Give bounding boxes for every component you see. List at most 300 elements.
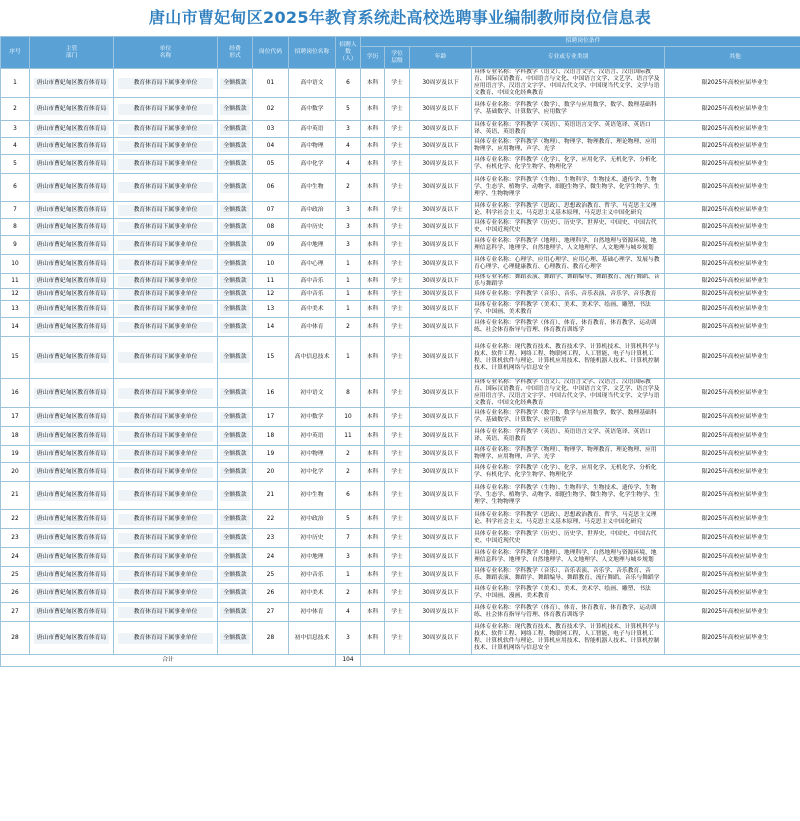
table-row	[1, 548, 800, 567]
row-fund-text: 全额拨款	[220, 552, 250, 563]
row-code: 26	[253, 584, 289, 603]
row-other: 限2025年高校应届毕业生	[665, 446, 800, 463]
row-unit	[114, 318, 218, 337]
row-fund	[218, 408, 253, 427]
row-seq: 25	[1, 567, 30, 584]
row-post: 高中英语	[289, 121, 336, 138]
row-edu: 本科	[361, 482, 385, 510]
row-major: 具体专业名称：学科教学（历史）、历史学、世界史、中国史、中国古代史、中国近现代史	[472, 529, 665, 548]
row-dept-text: 唐山市曹妃甸区教育体育局	[34, 514, 109, 525]
row-count: 2	[336, 463, 361, 482]
row-other: 限2025年高校应届毕业生	[665, 408, 800, 427]
row-fund	[218, 482, 253, 510]
row-count: 3	[336, 622, 361, 655]
row-age: 30周岁及以下	[410, 379, 472, 408]
row-edu: 本科	[361, 138, 385, 155]
row-unit-text: 教育体育局下属事业单位	[118, 490, 213, 501]
row-age: 30周岁及以下	[410, 584, 472, 603]
row-dept-text: 唐山市曹妃甸区教育体育局	[34, 570, 109, 581]
row-dept-text: 唐山市曹妃甸区教育体育局	[34, 222, 109, 233]
row-other: 限2025年高校应届毕业生	[665, 548, 800, 567]
row-seq: 17	[1, 408, 30, 427]
row-age: 30周岁及以下	[410, 138, 472, 155]
table-row	[1, 584, 800, 603]
row-count: 5	[336, 510, 361, 529]
row-major: 具体专业名称：学科教学（语文）、汉语言文学、汉语言、汉语国际教育、国际汉语教育、中国语言与文化、中国语言文学、文艺学、语言学及应用语言学、汉语言文字学、中国古代文学、中国现当代文学、文学与语文教育、中国文化经典教育	[472, 69, 665, 98]
row-fund	[218, 219, 253, 236]
row-count: 5	[336, 98, 361, 121]
row-count: 1	[336, 301, 361, 318]
row-degree: 学士	[385, 138, 410, 155]
row-major: 具体专业名称：学科教学（美术）、美术、美术学、绘画、雕塑、书法学、中国画、美术教育	[472, 301, 665, 318]
row-unit-text: 教育体育局下属事业单位	[118, 467, 213, 478]
row-age: 30周岁及以下	[410, 603, 472, 622]
row-fund	[218, 155, 253, 174]
row-fund-text: 全额拨款	[220, 490, 250, 501]
row-post: 高中地理	[289, 236, 336, 255]
row-age: 30周岁及以下	[410, 301, 472, 318]
row-edu: 本科	[361, 289, 385, 301]
row-unit	[114, 289, 218, 301]
row-edu: 本科	[361, 121, 385, 138]
row-degree: 学士	[385, 69, 410, 98]
row-count: 3	[336, 548, 361, 567]
row-dept	[30, 603, 114, 622]
row-dept	[30, 289, 114, 301]
row-unit	[114, 274, 218, 289]
row-fund-text: 全额拨款	[220, 412, 250, 423]
row-count: 8	[336, 379, 361, 408]
row-dept-text: 唐山市曹妃甸区教育体育局	[34, 490, 109, 501]
row-degree: 学士	[385, 337, 410, 379]
table-row	[1, 510, 800, 529]
row-major: 具体专业名称：学科教学（历史）、历史学、世界史、中国史、中国古代史、中国近现代史	[472, 219, 665, 236]
row-count: 6	[336, 69, 361, 98]
row-edu: 本科	[361, 446, 385, 463]
row-unit-text: 教育体育局下属事业单位	[118, 276, 213, 287]
row-other: 限2025年高校应届毕业生	[665, 236, 800, 255]
row-other: 限2025年高校应届毕业生	[665, 379, 800, 408]
row-fund	[218, 202, 253, 219]
row-dept-text: 唐山市曹妃甸区教育体育局	[34, 607, 109, 618]
row-edu: 本科	[361, 219, 385, 236]
row-fund	[218, 622, 253, 655]
table-row	[1, 463, 800, 482]
row-age: 30周岁及以下	[410, 446, 472, 463]
row-dept	[30, 427, 114, 446]
row-unit	[114, 567, 218, 584]
row-fund	[218, 567, 253, 584]
table-row	[1, 446, 800, 463]
row-code: 20	[253, 463, 289, 482]
row-other: 限2025年高校应届毕业生	[665, 174, 800, 202]
row-unit-text: 教育体育局下属事业单位	[118, 533, 213, 544]
row-degree: 学士	[385, 622, 410, 655]
row-fund	[218, 603, 253, 622]
row-fund-text: 全额拨款	[220, 276, 250, 287]
row-seq: 8	[1, 219, 30, 236]
row-code: 25	[253, 567, 289, 584]
row-code: 06	[253, 174, 289, 202]
row-age: 30周岁及以下	[410, 510, 472, 529]
row-dept-text: 唐山市曹妃甸区教育体育局	[34, 141, 109, 152]
row-dept-text: 唐山市曹妃甸区教育体育局	[34, 289, 109, 300]
row-other: 限2025年高校应届毕业生	[665, 138, 800, 155]
row-unit	[114, 174, 218, 202]
row-unit-text: 教育体育局下属事业单位	[118, 449, 213, 460]
row-major: 具体专业名称：学科教学（物理）、物理学、物理教育、理论物理、应用物理学、应用物理、声学、光学	[472, 446, 665, 463]
row-seq: 23	[1, 529, 30, 548]
row-dept	[30, 482, 114, 510]
row-other: 限2025年高校应届毕业生	[665, 274, 800, 289]
table-row	[1, 98, 800, 121]
header-other: 其他	[665, 47, 800, 69]
row-fund	[218, 255, 253, 274]
row-dept	[30, 318, 114, 337]
row-count: 11	[336, 427, 361, 446]
row-age: 30周岁及以下	[410, 463, 472, 482]
row-seq: 11	[1, 274, 30, 289]
row-count: 3	[336, 121, 361, 138]
row-post: 高中音乐	[289, 289, 336, 301]
row-dept-text: 唐山市曹妃甸区教育体育局	[34, 431, 109, 442]
row-fund-text: 全额拨款	[220, 304, 250, 315]
table-row	[1, 69, 800, 98]
row-code: 08	[253, 219, 289, 236]
row-major: 具体专业名称：学科教学（语文）、汉语言文学、汉语言、汉语国际教育、国际汉语教育、中国语言与文化、中国语言文学、文艺学、语言学及应用语言学、汉语言文字学、中国古代文学、中国现当代文学、文学与语文教育、中国文化经典教育	[472, 379, 665, 408]
row-other: 限2025年高校应届毕业生	[665, 463, 800, 482]
row-fund-text: 全额拨款	[220, 182, 250, 193]
row-dept-text: 唐山市曹妃甸区教育体育局	[34, 467, 109, 478]
row-fund	[218, 379, 253, 408]
row-post: 初中化学	[289, 463, 336, 482]
row-dept	[30, 379, 114, 408]
row-unit-text: 教育体育局下属事业单位	[118, 304, 213, 315]
row-post: 初中物理	[289, 446, 336, 463]
row-unit-text: 教育体育局下属事业单位	[118, 259, 213, 270]
row-edu: 本科	[361, 529, 385, 548]
row-degree: 学士	[385, 121, 410, 138]
row-unit	[114, 529, 218, 548]
row-fund	[218, 529, 253, 548]
row-seq: 18	[1, 427, 30, 446]
row-major: 具体专业名称：舞蹈表演、舞蹈学、舞蹈编导、舞蹈教育、流行舞蹈、音乐与舞蹈学	[472, 274, 665, 289]
table-row	[1, 427, 800, 446]
total-label: 合计	[1, 655, 336, 667]
header-dept: 主管 部门	[30, 37, 114, 69]
row-degree: 学士	[385, 510, 410, 529]
row-age: 30周岁及以下	[410, 548, 472, 567]
row-other: 限2025年高校应届毕业生	[665, 482, 800, 510]
row-code: 02	[253, 98, 289, 121]
table-row	[1, 138, 800, 155]
row-other: 限2025年高校应届毕业生	[665, 622, 800, 655]
row-edu: 本科	[361, 337, 385, 379]
row-dept	[30, 337, 114, 379]
row-degree: 学士	[385, 174, 410, 202]
row-code: 19	[253, 446, 289, 463]
row-major: 具体专业名称：学科教学（化学）、化学、应用化学、无机化学、分析化学、有机化学、化学生物学、物理化学	[472, 155, 665, 174]
row-fund	[218, 138, 253, 155]
row-other: 限2025年高校应届毕业生	[665, 155, 800, 174]
row-dept	[30, 202, 114, 219]
row-age: 30周岁及以下	[410, 121, 472, 138]
row-seq: 9	[1, 236, 30, 255]
row-unit	[114, 584, 218, 603]
row-degree: 学士	[385, 529, 410, 548]
row-fund-text: 全额拨款	[220, 259, 250, 270]
row-seq: 10	[1, 255, 30, 274]
row-degree: 学士	[385, 301, 410, 318]
row-code: 12	[253, 289, 289, 301]
row-fund	[218, 98, 253, 121]
row-code: 24	[253, 548, 289, 567]
row-major: 具体专业名称：学科教学（化学）、化学、应用化学、无机化学、分析化学、有机化学、化学生物学、物理化学	[472, 463, 665, 482]
row-unit-text: 教育体育局下属事业单位	[118, 78, 213, 89]
row-code: 13	[253, 301, 289, 318]
row-dept	[30, 301, 114, 318]
header-age: 年龄	[410, 47, 472, 69]
row-code: 15	[253, 337, 289, 379]
row-dept-text: 唐山市曹妃甸区教育体育局	[34, 78, 109, 89]
row-unit	[114, 301, 218, 318]
table-row	[1, 337, 800, 379]
row-count: 4	[336, 138, 361, 155]
row-dept	[30, 155, 114, 174]
row-code: 27	[253, 603, 289, 622]
row-dept-text: 唐山市曹妃甸区教育体育局	[34, 205, 109, 216]
row-fund-text: 全额拨款	[220, 240, 250, 251]
row-post: 初中语文	[289, 379, 336, 408]
row-other: 限2025年高校应届毕业生	[665, 318, 800, 337]
row-unit-text: 教育体育局下属事业单位	[118, 182, 213, 193]
row-edu: 本科	[361, 318, 385, 337]
row-edu: 本科	[361, 301, 385, 318]
row-other: 限2025年高校应届毕业生	[665, 121, 800, 138]
row-other: 限2025年高校应届毕业生	[665, 255, 800, 274]
row-other: 限2025年高校应届毕业生	[665, 567, 800, 584]
row-age: 30周岁及以下	[410, 174, 472, 202]
row-unit-text: 教育体育局下属事业单位	[118, 588, 213, 599]
row-fund-text: 全额拨款	[220, 141, 250, 152]
row-fund-text: 全额拨款	[220, 570, 250, 581]
row-code: 21	[253, 482, 289, 510]
row-fund	[218, 301, 253, 318]
row-post: 高中生物	[289, 174, 336, 202]
row-degree: 学士	[385, 274, 410, 289]
row-degree: 学士	[385, 567, 410, 584]
row-post: 高中语文	[289, 69, 336, 98]
row-dept-text: 唐山市曹妃甸区教育体育局	[34, 552, 109, 563]
table-row	[1, 155, 800, 174]
row-seq: 13	[1, 301, 30, 318]
row-major: 具体专业名称：心理学、应用心理学、应用心理、基础心理学、发展与教育心理学、心理健康教育、心理教育、教育心理学	[472, 255, 665, 274]
row-post: 高中物理	[289, 138, 336, 155]
table-row	[1, 567, 800, 584]
row-fund-text: 全额拨款	[220, 289, 250, 300]
row-fund-text: 全额拨款	[220, 124, 250, 135]
row-dept	[30, 408, 114, 427]
row-dept	[30, 236, 114, 255]
row-major: 具体专业名称：学科教学（英语）、英语语言文学、英语笔译、英语口译、英语、英语教育	[472, 427, 665, 446]
row-code: 18	[253, 427, 289, 446]
row-unit	[114, 69, 218, 98]
row-dept-text: 唐山市曹妃甸区教育体育局	[34, 322, 109, 333]
row-dept	[30, 622, 114, 655]
table-row	[1, 121, 800, 138]
table-row	[1, 301, 800, 318]
row-unit	[114, 510, 218, 529]
row-seq: 1	[1, 69, 30, 98]
row-code: 04	[253, 138, 289, 155]
row-post: 初中信息技术	[289, 622, 336, 655]
row-dept-text: 唐山市曹妃甸区教育体育局	[34, 259, 109, 270]
row-fund	[218, 337, 253, 379]
row-unit	[114, 427, 218, 446]
row-fund-text: 全额拨款	[220, 607, 250, 618]
row-age: 30周岁及以下	[410, 318, 472, 337]
row-unit-text: 教育体育局下属事业单位	[118, 352, 213, 363]
row-code: 03	[253, 121, 289, 138]
row-count: 1	[336, 337, 361, 379]
row-post: 初中政治	[289, 510, 336, 529]
row-degree: 学士	[385, 427, 410, 446]
row-unit-text: 教育体育局下属事业单位	[118, 124, 213, 135]
row-major: 具体专业名称：现代教育技术、教育技术学、计算机技术、计算机科学与技术、软件工程、网络工程、物联网工程、人工智能、电子与计算机工程、计算机软件与理论、计算机应用技术、智能机器人技术、计算机控制技术、计算机网络与信息安全	[472, 622, 665, 655]
row-post: 高中政治	[289, 202, 336, 219]
row-code: 07	[253, 202, 289, 219]
row-fund	[218, 463, 253, 482]
row-fund	[218, 548, 253, 567]
row-degree: 学士	[385, 289, 410, 301]
row-count: 1	[336, 289, 361, 301]
row-fund	[218, 289, 253, 301]
row-unit	[114, 463, 218, 482]
row-unit	[114, 138, 218, 155]
row-dept-text: 唐山市曹妃甸区教育体育局	[34, 588, 109, 599]
row-unit	[114, 603, 218, 622]
row-dept	[30, 255, 114, 274]
row-fund-text: 全额拨款	[220, 633, 250, 644]
row-count: 2	[336, 446, 361, 463]
row-count: 1	[336, 274, 361, 289]
row-degree: 学士	[385, 603, 410, 622]
row-post: 高中音乐	[289, 274, 336, 289]
row-major: 具体专业名称：学科教学（思政）、思想政治教育、哲学、马克思主义理论、科学社会主义、马克思主义基本原理、马克思主义中国化研究	[472, 510, 665, 529]
header-seq: 序号	[1, 37, 30, 69]
row-other: 限2025年高校应届毕业生	[665, 202, 800, 219]
row-dept-text: 唐山市曹妃甸区教育体育局	[34, 182, 109, 193]
row-code: 28	[253, 622, 289, 655]
row-seq: 3	[1, 121, 30, 138]
row-post: 初中美术	[289, 584, 336, 603]
row-edu: 本科	[361, 98, 385, 121]
row-unit-text: 教育体育局下属事业单位	[118, 104, 213, 115]
table-row	[1, 408, 800, 427]
row-degree: 学士	[385, 236, 410, 255]
row-dept	[30, 174, 114, 202]
row-count: 3	[336, 236, 361, 255]
row-unit-text: 教育体育局下属事业单位	[118, 570, 213, 581]
row-unit-text: 教育体育局下属事业单位	[118, 431, 213, 442]
row-seq: 7	[1, 202, 30, 219]
row-fund	[218, 121, 253, 138]
row-unit	[114, 408, 218, 427]
row-age: 30周岁及以下	[410, 236, 472, 255]
row-unit	[114, 622, 218, 655]
row-other: 限2025年高校应届毕业生	[665, 529, 800, 548]
row-post: 高中数学	[289, 98, 336, 121]
row-other: 限2025年高校应届毕业生	[665, 603, 800, 622]
row-edu: 本科	[361, 510, 385, 529]
row-major: 具体专业名称：学科教学（地理）、地理科学、自然地理与资源环境、地理信息科学、地理学、自然地理学、人文地理学、人文地理与城乡规划	[472, 236, 665, 255]
row-count: 3	[336, 202, 361, 219]
row-fund-text: 全额拨款	[220, 104, 250, 115]
table-row	[1, 529, 800, 548]
row-edu: 本科	[361, 584, 385, 603]
row-fund-text: 全额拨款	[220, 352, 250, 363]
row-major: 具体专业名称：现代教育技术、教育技术学、计算机技术、计算机科学与技术、软件工程、网络工程、物联网工程、人工智能、电子与计算机工程、计算机软件与理论、计算机应用技术、智能机器人技术、计算机控制技术、计算机网络与信息安全	[472, 337, 665, 379]
row-dept-text: 唐山市曹妃甸区教育体育局	[34, 388, 109, 399]
row-unit	[114, 548, 218, 567]
row-fund	[218, 584, 253, 603]
row-edu: 本科	[361, 427, 385, 446]
table-row	[1, 255, 800, 274]
row-post: 高中美术	[289, 301, 336, 318]
row-age: 30周岁及以下	[410, 289, 472, 301]
row-count: 3	[336, 219, 361, 236]
row-count: 6	[336, 482, 361, 510]
row-fund	[218, 274, 253, 289]
page-title: 唐山市曹妃甸区2025年教育系统赴高校选聘事业编制教师岗位信息表	[148, 8, 652, 27]
row-degree: 学士	[385, 98, 410, 121]
table-row	[1, 202, 800, 219]
row-post: 初中体育	[289, 603, 336, 622]
row-fund-text: 全额拨款	[220, 533, 250, 544]
table-row	[1, 289, 800, 301]
row-major: 具体专业名称：学科教学（体育）、体育、体育教育、体育教学、运动训练、社会体育指导与管理、体育教育训练学	[472, 318, 665, 337]
row-fund-text: 全额拨款	[220, 467, 250, 478]
row-unit-text: 教育体育局下属事业单位	[118, 514, 213, 525]
row-age: 30周岁及以下	[410, 255, 472, 274]
row-fund-text: 全额拨款	[220, 222, 250, 233]
row-dept	[30, 529, 114, 548]
row-seq: 28	[1, 622, 30, 655]
row-code: 23	[253, 529, 289, 548]
row-unit	[114, 202, 218, 219]
row-seq: 26	[1, 584, 30, 603]
row-fund	[218, 236, 253, 255]
row-dept	[30, 121, 114, 138]
row-age: 30周岁及以下	[410, 529, 472, 548]
row-major: 具体专业名称：学科教学（音乐）、音乐表演、音乐学、音乐教育、音乐、舞蹈表演、舞蹈学、舞蹈编导、舞蹈教育、流行舞蹈、音乐与舞蹈学	[472, 567, 665, 584]
row-unit-text: 教育体育局下属事业单位	[118, 388, 213, 399]
row-unit	[114, 236, 218, 255]
row-edu: 本科	[361, 548, 385, 567]
row-count: 7	[336, 529, 361, 548]
table-row	[1, 379, 800, 408]
row-post: 高中心理	[289, 255, 336, 274]
row-fund-text: 全额拨款	[220, 159, 250, 170]
row-post: 初中数学	[289, 408, 336, 427]
row-code: 01	[253, 69, 289, 98]
table-row	[1, 482, 800, 510]
total-blank	[361, 655, 800, 667]
row-age: 30周岁及以下	[410, 219, 472, 236]
row-dept-text: 唐山市曹妃甸区教育体育局	[34, 304, 109, 315]
row-code: 05	[253, 155, 289, 174]
row-degree: 学士	[385, 219, 410, 236]
